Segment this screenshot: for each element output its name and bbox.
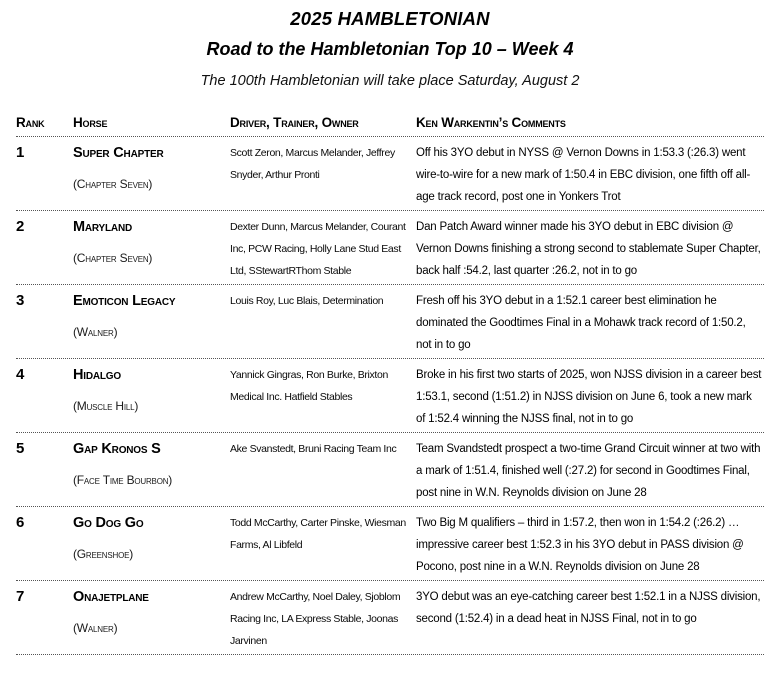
comments-cell: Dan Patch Award winner made his 3YO debut in EBC division @ Vernon Downs finishing a strong second to stablemate Super Chapter, back half :54.2, last quarter :26.2, not in to go bbox=[416, 221, 761, 277]
event-date-note: The 100th Hambletonian will take place Saturday, August 2 bbox=[200, 73, 580, 89]
rank-cell: 3 bbox=[16, 292, 25, 309]
horse-name: Super Chapter bbox=[73, 145, 164, 161]
table-row bbox=[16, 359, 764, 433]
connections-cell: Scott Zeron, Marcus Melander, Jeffrey Snyder, Arthur Pronti bbox=[230, 147, 395, 181]
connections-cell: Louis Roy, Luc Blais, Determination bbox=[230, 295, 384, 307]
horse-name: Hidalgo bbox=[73, 367, 121, 383]
connections-cell: Ake Svanstedt, Bruni Racing Team Inc bbox=[230, 443, 397, 455]
rank-cell: 1 bbox=[16, 144, 25, 161]
table-row bbox=[16, 507, 764, 581]
horse-sire: (Walner) bbox=[73, 325, 118, 339]
document-heading bbox=[16, 8, 764, 89]
horse-name: Maryland bbox=[73, 219, 132, 235]
horse-name: Emoticon Legacy bbox=[73, 293, 176, 309]
column-header-comments: Ken Warkentin’s Comments bbox=[416, 115, 566, 130]
horse-sire: (Walner) bbox=[73, 621, 118, 635]
comments-cell: 3YO debut was an eye-catching career best 1:52.1 in a NJSS division, second (1:52.4) in a dead heat in NJSS Final, not in to go bbox=[416, 591, 761, 625]
connections-cell: Andrew McCarthy, Noel Daley, Sjoblom Racing Inc, LA Express Stable, Joonas Jarvinen bbox=[230, 591, 401, 647]
horse-sire: (Chapter Seven) bbox=[73, 177, 153, 191]
horse-sire: (Muscle Hill) bbox=[73, 399, 139, 413]
rank-cell: 5 bbox=[16, 440, 25, 457]
horse-sire: (Greenshoe) bbox=[73, 547, 134, 561]
horse-name: Onajetplane bbox=[73, 589, 149, 605]
horse-cell bbox=[73, 359, 230, 432]
rankings-table bbox=[16, 111, 764, 655]
table-row bbox=[16, 137, 764, 211]
rank-cell: 6 bbox=[16, 514, 25, 531]
comments-cell: Team Svandstedt prospect a two-time Grand Circuit winner at two with a mark of 1:51.4, finished well (:27.2) for second in Goodtimes Final, post nine in W.N. Reynolds division on June 28 bbox=[416, 443, 761, 499]
horse-name: Gap Kronos S bbox=[73, 441, 161, 457]
horse-cell bbox=[73, 211, 230, 284]
comments-cell: Broke in his first two starts of 2025, won NJSS division in a career best 1:53.1, second (1:51.2) in NJSS division on June 6, took a new mark of 1:52.4 winning the NJSS final, not in to go bbox=[416, 369, 762, 425]
column-header-connections: Driver, Trainer, Owner bbox=[230, 115, 359, 130]
horse-cell bbox=[73, 137, 230, 210]
horse-sire: (Chapter Seven) bbox=[73, 251, 153, 265]
horse-cell bbox=[73, 507, 230, 580]
horse-name: Go Dog Go bbox=[73, 515, 144, 531]
comments-cell: Fresh off his 3YO debut in a 1:52.1 career best elimination he dominated the Goodtimes Final in a Mohawk track record of 1:50.2, not in to go bbox=[416, 295, 746, 351]
column-header-horse: Horse bbox=[73, 115, 108, 130]
table-row bbox=[16, 211, 764, 285]
column-header-rank: Rank bbox=[16, 115, 45, 130]
connections-cell: Dexter Dunn, Marcus Melander, Courant Inc, PCW Racing, Holly Lane Stud East Ltd, SStewartRThom Stable bbox=[230, 221, 406, 277]
connections-cell: Yannick Gingras, Ron Burke, Brixton Medical Inc. Hatfield Stables bbox=[230, 369, 388, 403]
comments-cell: Two Big M qualifiers – third in 1:57.2, then won in 1:54.2 (:26.2) … impressive career best 1:52.3 in his 3YO debut in PASS division @ Pocono, post nine in a W.N. Reynolds division on June 28 bbox=[416, 517, 744, 573]
connections-cell: Todd McCarthy, Carter Pinske, Wiesman Farms, Al Libfeld bbox=[230, 517, 406, 551]
table-body bbox=[16, 137, 764, 655]
table-header-row bbox=[16, 111, 764, 137]
rank-cell: 4 bbox=[16, 366, 25, 383]
rank-cell: 2 bbox=[16, 218, 25, 235]
page-subtitle: Road to the Hambletonian Top 10 – Week 4 bbox=[206, 39, 574, 59]
horse-cell bbox=[73, 433, 230, 506]
comments-cell: Off his 3YO debut in NYSS @ Vernon Downs in 1:53.3 (:26.3) went wire-to-wire for a new mark of 1:50.4 in EBC division, one fifth off all-age track record, post one in Yonkers Trot bbox=[416, 147, 751, 203]
rank-cell: 7 bbox=[16, 588, 25, 605]
horse-cell bbox=[73, 285, 230, 358]
horse-cell bbox=[73, 581, 230, 654]
table-row bbox=[16, 433, 764, 507]
table-row bbox=[16, 285, 764, 359]
horse-sire: (Face Time Bourbon) bbox=[73, 473, 173, 487]
table-row bbox=[16, 581, 764, 655]
page-title: 2025 HAMBLETONIAN bbox=[290, 8, 490, 29]
